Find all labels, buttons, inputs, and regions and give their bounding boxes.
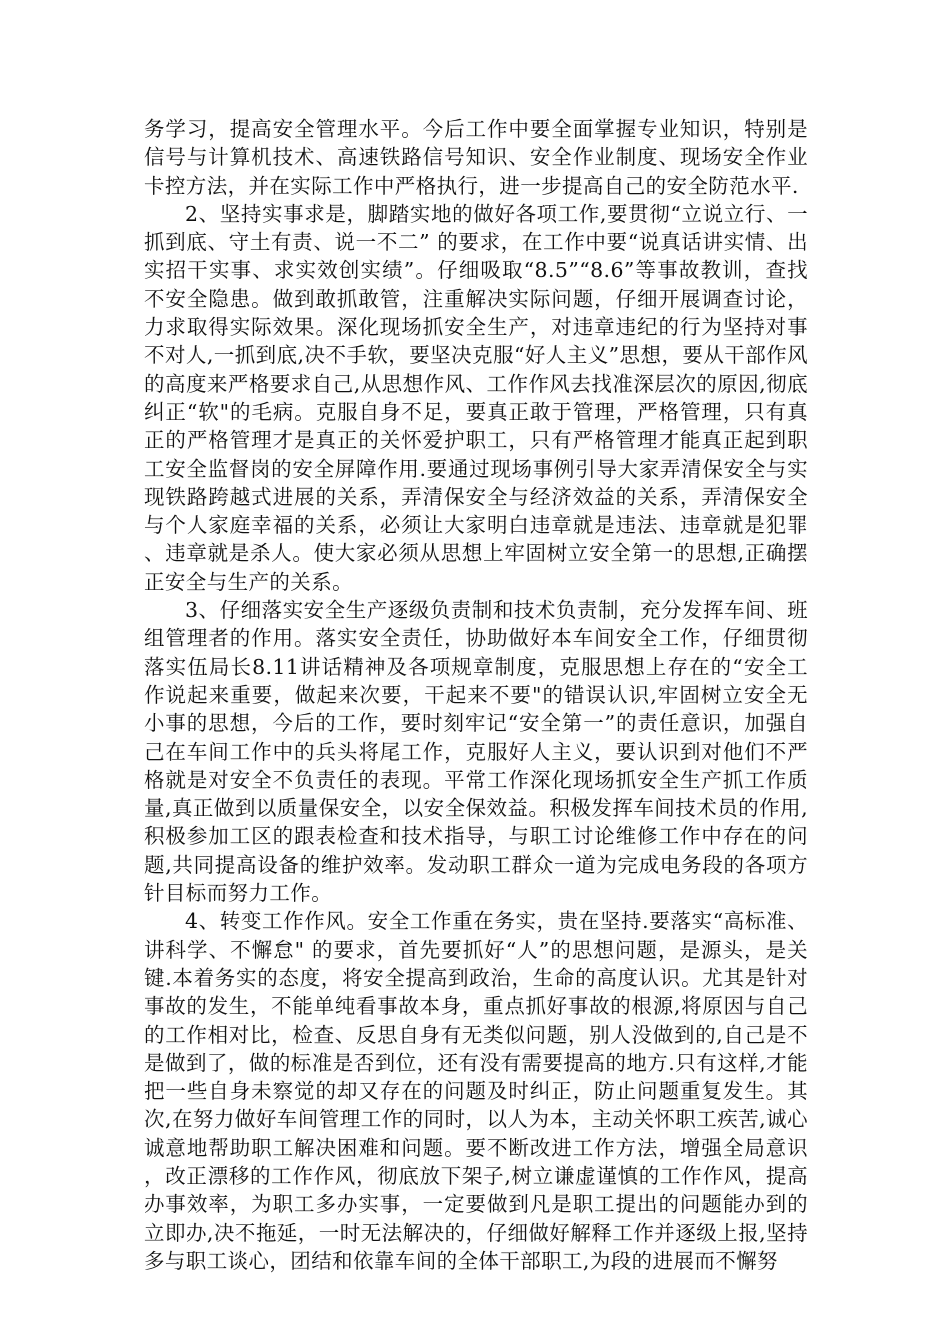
paragraph-4: 4、转变工作作风。安全工作重在务实，贵在坚持.要落实“高标准、讲科学、不懈怠" 的要求，首先要抓好“人”的思想问题，是源头，是关键.本着务实的态度，将安全提高到政治，生命的高度认识。尤其是针对事故的发生，不能单纯看事故本身，重点抓好事故的根源,将原因与自己的工作相对比，检查、反思自身有无类似问题，别人没做到的,自己是不是做到了，做的标准是否到位，还有没有需要提高的地方.只有这样,才能把一些自身未察觉的却又存在的问题及时纠正，防止问题重复发生。其次,在努力做好车间管理工作的同时，以人为本，主动关怀职工疾苦,诚心诚意地帮助职工解决困难和问题。要不断改进工作方法，增强全局意识，改正漂移的工作作风，彻底放下架子,树立谦虚谨慎的工作作风，提高办事效率，为职工多办实事，一定要做到凡是职工提出的问题能办到的立即办,决不拖延，一时无法解决的，仔细做好解释工作并逐级上报,坚持多与职工谈心，团结和依靠车间的全体干部职工,为段的进展而不懈努 xyxy=(144,909,808,1273)
paragraph-2: 2、坚持实事求是，脚踏实地的做好各项工作,要贯彻“立说立行、一抓到底、守土有责、说一不二” 的要求，在工作中要“说真话讲实情、出实招干实事、求实效创实绩”。仔细吸取“8.5”“8.6”等事故教训，查找不安全隐患。做到敢抓敢管，注重解决实际问题，仔细开展调查讨论，力求取得实际效果。深化现场抓安全生产，对违章违纪的行为坚持对事不对人,一抓到底,决不手软，要坚决克服“好人主义”思想，要从干部作风的高度来严格要求自己,从思想作风、工作作风去找准深层次的原因,彻底纠正“软"的毛病。克服自身不足，要真正敢于管理，严格管理，只有真正的严格管理才是真正的关怀爱护职工，只有严格管理才能真正起到职工安全监督岗的安全屏障作用.要通过现场事例引导大家弄清保安全与实现铁路跨越式进展的关系，弄清保安全与经济效益的关系，弄清保安全与个人家庭幸福的关系，必须让大家明白违章就是违法、违章就是犯罪、违章就是杀人。使大家必须从思想上牢固树立安全第一的思想,正确摆正安全与生产的关系。 xyxy=(144,201,808,594)
paragraph-3: 3、仔细落实安全生产逐级负责制和技术负责制，充分发挥车间、班组管理者的作用。落实安全责任，协助做好本车间安全工作，仔细贯彻落实伍局长8.11讲话精神及各项规章制度，克服思想上存在的“安全工作说起来重要，做起来次要，干起来不要"的错误认识,牢固树立安全无小事的思想，今后的工作，要时刻牢记“安全第一”的责任意识，加强自己在车间工作中的兵头将尾工作，克服好人主义，要认识到对他们不严格就是对安全不负责任的表现。平常工作深化现场抓安全生产抓工作质量,真正做到以质量保安全，以安全保效益。积极发挥车间技术员的作用,积极参加工区的跟表检查和技术指导，与职工讨论维修工作中存在的问题,共同提高设备的维护效率。发动职工群众一道为完成电务段的各项方针目标而努力工作。 xyxy=(144,598,808,906)
paragraph-1: 务学习，提高安全管理水平。今后工作中要全面掌握专业知识，特别是信号与计算机技术、高速铁路信号知识、安全作业制度、现场安全作业卡控方法，并在实际工作中严格执行，进一步提高自己的安全防范水平. xyxy=(144,117,808,198)
document-page xyxy=(144,115,808,1275)
